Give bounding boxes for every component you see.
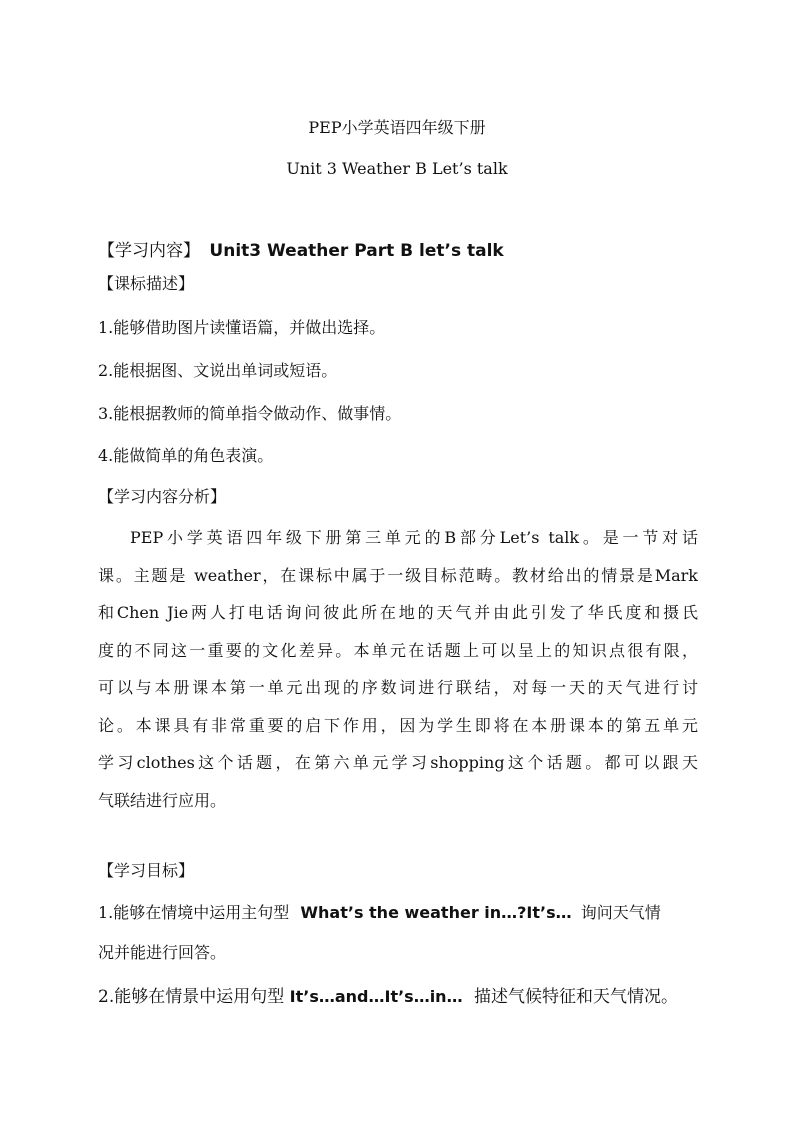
analysis-line: 度的不同这一重要的文化差异。本单元在话题上可以呈上的知识点很有限， [98,640,698,660]
objective-sentence-pattern: What’s the weather in…?It’s… [300,903,572,922]
analysis-line: 学习clothes这个话题，在第六单元学习shopping这个话题。都可以跟天 [98,753,698,772]
standards-item: 3.能根据教师的简单指令做动作、做事情。 [98,404,402,423]
analysis-line: 课。主题是 weather，在课标中属于一级目标范畴。教材给出的情景是Mark [98,565,698,585]
standards-heading: 【课标描述】 [98,274,195,293]
objectives-heading: 【学习目标】 [98,861,195,880]
objective-text: 1.能够在情境中运用主句型 [98,903,290,922]
analysis-line: PEP小学英语四年级下册第三单元的B部分Let’s talk。是一节对话 [130,528,698,547]
document-title: PEP小学英语四年级下册 [308,118,486,137]
objective-text: 描述气候特征和天气情况。 [473,987,678,1007]
objective-text: 询问天气情 [580,903,661,922]
analysis-paragraph [98,519,698,819]
analysis-line: 可以与本册课本第一单元出现的序数词进行联结，对每一天的天气进行讨 [98,678,698,697]
objective-sentence-pattern: It’s…and…It’s…in… [289,987,463,1006]
analysis-line: 和Chen Jie两人打电话询问彼此所在地的天气并由此引发了华氏度和摄氏 [98,603,698,622]
standards-item: 2.能根据图、文说出单词或短语。 [98,361,338,380]
objective-item-1 [98,902,698,924]
standards-item: 1.能够借助图片读懂语篇，并做出选择。 [98,318,386,337]
objective-item-2 [98,986,678,1008]
content-value: Unit3 Weather Part B let’s talk [209,241,504,261]
analysis-line: 气联结进行应用。 [98,790,227,810]
document-subtitle: Unit 3 Weather B Let’s talk [286,159,508,178]
objective-text: 2.能够在情景中运用句型 [98,987,285,1007]
content-label: 【学习内容】 [98,241,200,261]
standards-item: 4.能做简单的角色表演。 [98,446,274,465]
analysis-line: 论。本课具有非常重要的启下作用，因为学生即将在本册课本的第五单元 [98,715,698,735]
objective-item-1-continued: 况并能进行回答。 [98,943,227,962]
analysis-heading: 【学习内容分析】 [98,487,227,506]
content-heading [98,240,504,262]
